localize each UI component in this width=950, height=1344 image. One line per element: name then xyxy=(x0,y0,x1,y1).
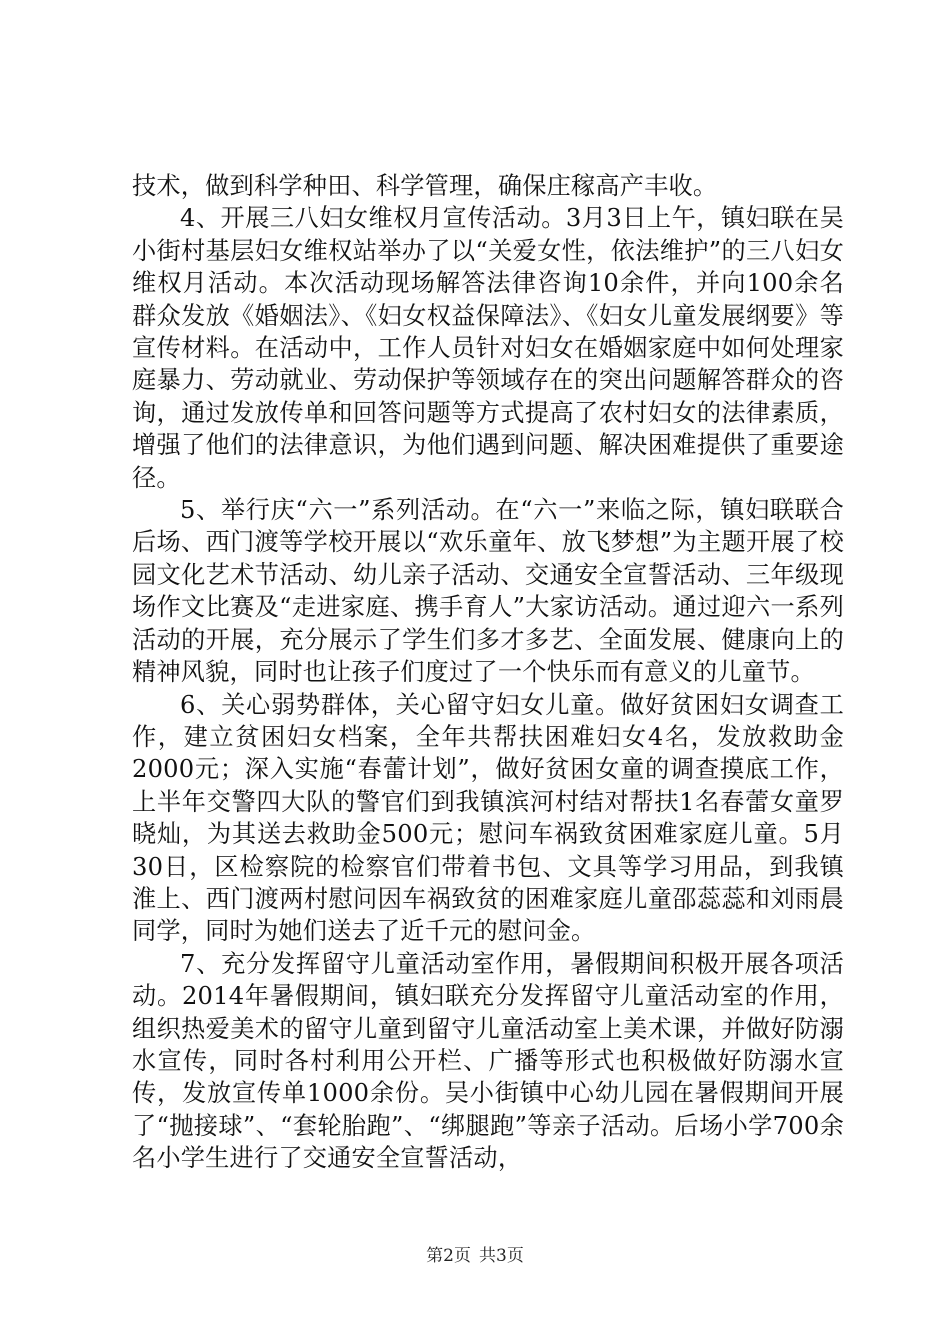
paragraph-item-6: 6、关心弱势群体，关心留守妇女儿童。做好贫困妇女调查工作，建立贫困妇女档案，全年共帮扶困难妇女4名，发放救助金2000元；深入实施“春蕾计划”，做好贫困女童的调查摸底工作，上半年交警四大队的警官们到我镇滨河村结对帮扶1名春蕾女童罗晓灿，为其送去救助金500元；慰问车祸致贫困难家庭儿童。5月30日，区检察院的检察官们带着书包、文具等学习用品，到我镇淮上、西门渡两村慰问因车祸致贫的困难家庭儿童邵蕊蕊和刘雨晨同学，同时为她们送去了近千元的慰问金。 xyxy=(132,690,844,946)
document-body xyxy=(132,170,844,1175)
page-number: 第2页 xyxy=(426,1246,471,1266)
page-total: 共3页 xyxy=(479,1246,524,1266)
paragraph-item-7: 7、充分发挥留守儿童活动室作用，暑假期间积极开展各项活动。2014年暑假期间，镇妇联充分发挥留守儿童活动室的作用，组织热爱美术的留守儿童到留守儿童活动室上美术课，并做好防溺水宣传，同时各村利用公开栏、广播等形式也积极做好防溺水宣传，发放宣传单1000余份。吴小街镇中心幼儿园在暑假期间开展了“抛接球”、“套轮胎跑”、“绑腿跑”等亲子活动。后场小学700余名小学生进行了交通安全宣誓活动， xyxy=(132,949,844,1173)
paragraph-item-4: 4、开展三八妇女维权月宣传活动。3月3日上午，镇妇联在吴小街村基层妇女维权站举办了以“关爱女性，依法维护”的三八妇女维权月活动。本次活动现场解答法律咨询10余件，并向100余名群众发放《婚姻法》、《妇女权益保障法》、《妇女儿童发展纲要》等宣传材料。在活动中，工作人员针对妇女在婚姻家庭中如何处理家庭暴力、劳动就业、劳动保护等领域存在的突出问题解答群众的咨询，通过发放传单和回答问题等方式提高了农村妇女的法律素质，增强了他们的法律意识，为他们遇到问题、解决困难提供了重要途径。 xyxy=(132,204,844,492)
page-footer xyxy=(0,1246,950,1266)
paragraph-item-5: 5、举行庆“六一”系列活动。在“六一”来临之际，镇妇联联合后场、西门渡等学校开展以“欢乐童年、放飞梦想”为主题开展了校园文化艺术节活动、幼儿亲子活动、交通安全宣誓活动、三年级现场作文比赛及“走进家庭、携手育人”大家访活动。通过迎六一系列活动的开展，充分展示了学生们多才多艺、全面发展、健康向上的精神风貌，同时也让孩子们度过了一个快乐而有意义的儿童节。 xyxy=(132,496,844,687)
paragraph-continued: 技术，做到科学种田、科学管理，确保庄稼高产丰收。 xyxy=(132,172,718,200)
